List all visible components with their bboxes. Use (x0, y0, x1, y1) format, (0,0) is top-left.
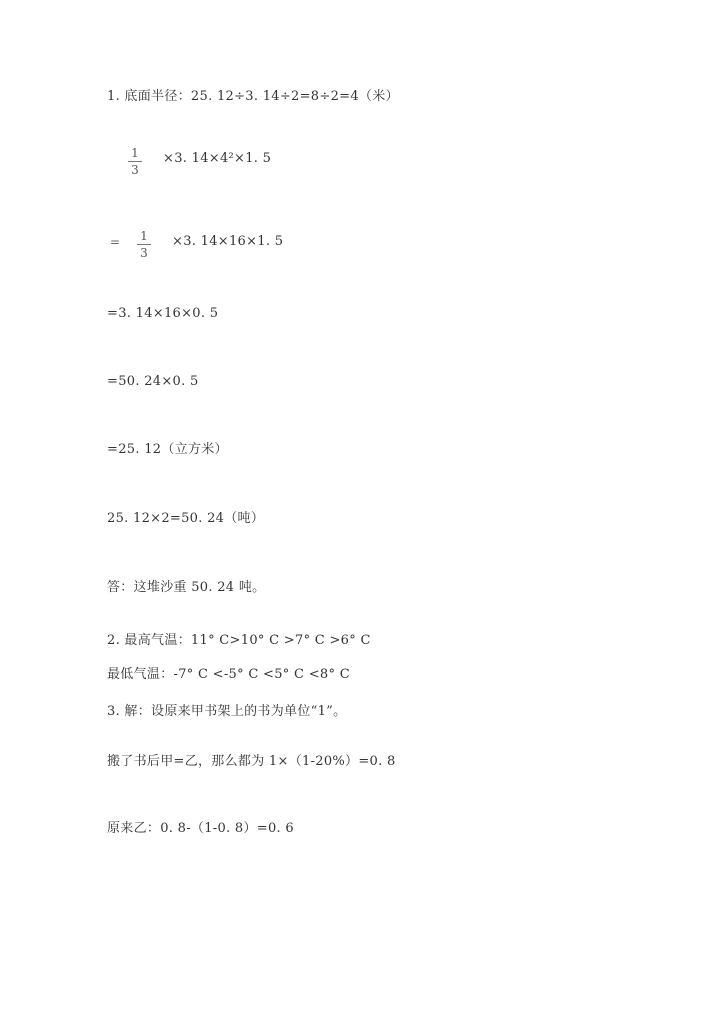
q1-weight-line: 25. 12×2=50. 24（吨） (107, 511, 265, 526)
q3-step-1: 搬了书后甲=乙，那么都为 1×（1-20%）=0. 8 (107, 754, 396, 769)
q1-step-1: ×3. 14×16×1. 5 (172, 234, 284, 249)
q1-step-2: =3. 14×16×0. 5 (107, 306, 219, 321)
fraction-numerator: 1 (128, 146, 142, 162)
fraction-one-third (137, 229, 151, 260)
q1-volume-formula: ×3. 14×4²×1. 5 (163, 151, 272, 166)
q1-answer: 答：这堆沙重 50. 24 吨。 (107, 580, 266, 595)
fraction-numerator: 1 (137, 229, 151, 245)
fraction-denominator: 3 (140, 246, 148, 260)
q2-highest-temperature: 2. 最高气温：11° C>10° C >7° C >6° C (107, 633, 371, 648)
q3-step-2: 原来乙：0. 8-（1-0. 8）=0. 6 (107, 821, 294, 836)
q1-step-4: =25. 12（立方米） (107, 442, 228, 457)
q3-intro: 3. 解：设原来甲书架上的书为单位“1”。 (107, 704, 347, 719)
q1-step-3: =50. 24×0. 5 (107, 374, 199, 389)
q1-radius-line: 1. 底面半径：25. 12÷3. 14÷2=8÷2=4（米） (107, 89, 399, 104)
q1-equals-sign: = (110, 235, 121, 249)
q2-lowest-temperature: 最低气温：-7° C <-5° C <5° C <8° C (107, 667, 350, 682)
fraction-denominator: 3 (131, 163, 139, 177)
fraction-one-third (128, 146, 142, 177)
